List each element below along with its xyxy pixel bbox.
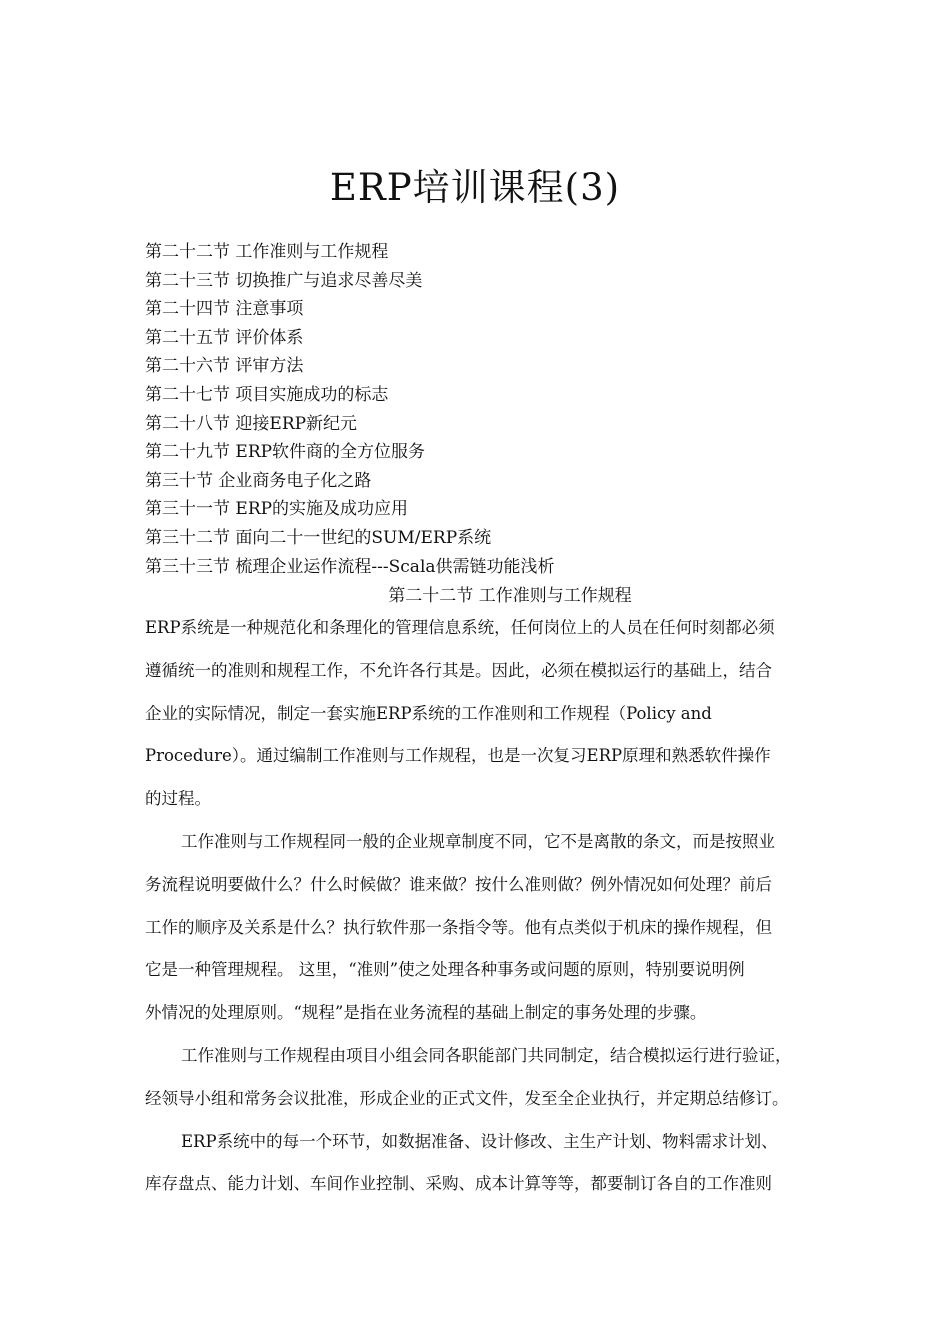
text-line: 库存盘点、能力计划、车间作业控制、采购、成本计算等等，都要制订各自的工作准则 xyxy=(145,1174,772,1194)
body-text xyxy=(145,612,885,1211)
text-line: 遵循统一的准则和规程工作，不允许各行其是。因此，必须在模拟运行的基础上，结合 xyxy=(145,660,772,680)
toc-item: 第二十九节 ERP软件商的全方位服务 xyxy=(145,442,426,463)
toc-item: 第二十三节 切换推广与追求尽善尽美 xyxy=(145,270,423,291)
toc-item: 第二十五节 评价体系 xyxy=(145,327,304,348)
paragraph xyxy=(145,826,885,1040)
toc-item: 第二十七节 项目实施成功的标志 xyxy=(145,384,389,405)
text-line: 外情况的处理原则。“规程”是指在业务流程的基础上制定的事务处理的步骤。 xyxy=(145,1003,707,1023)
text-line: 工作准则与工作规程同一般的企业规章制度不同，它不是离散的条文，而是按照业 xyxy=(181,831,775,851)
text-line: 经领导小组和常务会议批准，形成企业的正式文件，发至全企业执行，并定期总结修订。 xyxy=(145,1088,789,1108)
document-title: ERP培训课程(3) xyxy=(329,166,621,209)
toc-item: 第三十节 企业商务电子化之路 xyxy=(145,470,372,491)
toc-item: 第二十四节 注意事项 xyxy=(145,299,304,320)
paragraph xyxy=(145,612,885,826)
text-line: 企业的实际情况，制定一套实施ERP系统的工作准则和工作规程（Policy and xyxy=(145,703,712,723)
table-of-contents xyxy=(145,238,555,581)
toc-item: 第二十二节 工作准则与工作规程 xyxy=(145,242,389,262)
text-line: Procedure）。通过编制工作准则与工作规程，也是一次复习ERP原理和熟悉软件操作 xyxy=(145,746,771,766)
toc-item: 第二十六节 评审方法 xyxy=(145,356,304,377)
toc-item: 第二十八节 迎接ERP新纪元 xyxy=(145,413,358,434)
text-line: ERP系统中的每一个环节，如数据准备、设计修改、主生产计划、物料需求计划、 xyxy=(181,1131,778,1151)
toc-item: 第三十二节 面向二十一世纪的SUM/ERP系统 xyxy=(145,527,492,548)
toc-item: 第三十三节 梳理企业运作流程---Scala供需链功能浅析 xyxy=(145,556,555,577)
text-line: 的过程。 xyxy=(145,789,211,809)
section-heading: 第二十二节 工作准则与工作规程 xyxy=(388,586,632,606)
text-line: 它是一种管理规程。 这里，“准则”使之处理各种事务或问题的原则，特别要说明例 xyxy=(145,960,745,980)
toc-item: 第三十一节 ERP的实施及成功应用 xyxy=(145,499,409,520)
paragraph xyxy=(145,1126,885,1212)
text-line: 工作的顺序及关系是什么？执行软件那一条指令等。他有点类似于机床的操作规程，但 xyxy=(145,917,772,937)
text-line: 务流程说明要做什么？什么时候做？谁来做？按什么准则做？例外情况如何处理？前后 xyxy=(145,874,772,894)
text-line: ERP系统是一种规范化和条理化的管理信息系统，任何岗位上的人员在任何时刻都必须 xyxy=(145,618,775,637)
paragraph xyxy=(145,1040,885,1126)
text-line: 工作准则与工作规程由项目小组会同各职能部门共同制定，结合模拟运行进行验证， xyxy=(181,1045,792,1065)
